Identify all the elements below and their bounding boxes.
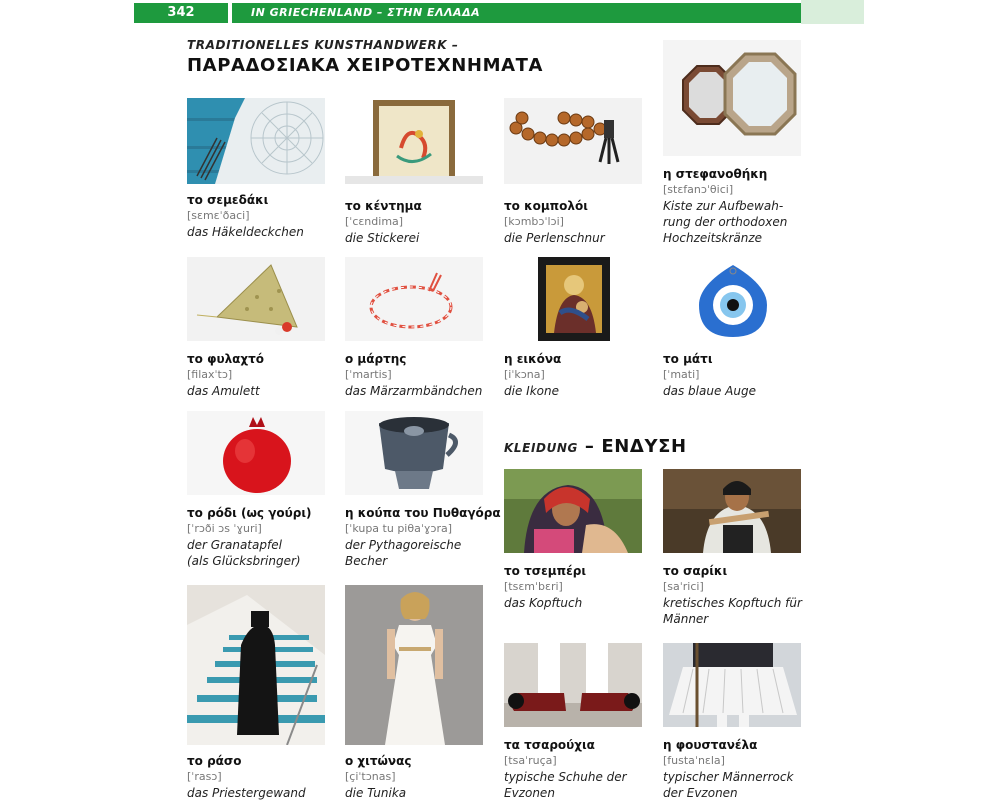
vocab-text xyxy=(345,351,495,399)
german-translation: der Evzonen xyxy=(663,786,738,800)
pronunciation: [ˈcɛndima] xyxy=(345,215,404,228)
pronunciation: [tsɛmˈbɛri] xyxy=(504,580,563,593)
evil-eye-photo xyxy=(663,257,801,341)
pomegranate-photo xyxy=(187,411,325,495)
pronunciation: [ˈmartis] xyxy=(345,368,392,381)
greek-term: το ρόδι (ως γούρι) xyxy=(187,506,312,520)
greek-term: η φουστανέλα xyxy=(663,738,758,752)
worry-beads-photo xyxy=(504,98,642,184)
german-translation: die Tunika xyxy=(345,786,407,800)
pronunciation: [tsaˈruça] xyxy=(504,754,557,767)
pronunciation: [iˈkɔna] xyxy=(504,368,545,381)
section-title-crafts xyxy=(187,37,543,78)
cretan-man-photo xyxy=(663,469,801,553)
headscarf-woman-photo xyxy=(504,469,642,553)
german-translation: der Granatapfel xyxy=(187,538,282,552)
german-translation: die Ikone xyxy=(504,384,559,398)
german-translation: das Amulett xyxy=(187,384,260,398)
greek-term: το σαρίκι xyxy=(663,564,728,578)
header-divider xyxy=(228,3,232,23)
section-title-de: TRADITIONELLES KUNSTHANDWERK – xyxy=(187,38,459,52)
vocab-text xyxy=(504,351,654,399)
german-translation: Kiste zur Aufbewah- xyxy=(663,199,784,213)
pronunciation: [stɛfanɔˈθici] xyxy=(663,183,734,196)
header-tab xyxy=(801,0,864,24)
section-title-de: KLEIDUNG xyxy=(504,441,579,455)
greek-term: τα τσαρούχια xyxy=(504,738,595,752)
fustanella-photo xyxy=(663,643,801,727)
greek-term: η κούπα του Πυθαγόρα xyxy=(345,506,501,520)
pronunciation: [sɛmɛˈðaci] xyxy=(187,209,250,222)
tunic-woman-photo xyxy=(345,585,483,745)
german-translation: die Perlenschnur xyxy=(504,231,605,245)
vocab-text xyxy=(504,563,654,611)
german-translation: Becher xyxy=(345,554,388,568)
pronunciation: [saˈrici] xyxy=(663,580,704,593)
vocab-text xyxy=(345,198,495,246)
vocab-text xyxy=(187,351,337,399)
vocab-text xyxy=(504,198,654,246)
german-translation: das Kopftuch xyxy=(504,596,583,610)
german-translation: typische Schuhe der xyxy=(504,770,627,784)
vocab-text xyxy=(187,753,337,801)
march-bracelet-photo xyxy=(345,257,483,341)
pronunciation: [ˈkupa tu piθaˈɣɔra] xyxy=(345,522,453,535)
greek-term: το κομπολόι xyxy=(504,199,588,213)
german-translation: Männer xyxy=(663,612,709,626)
german-translation: Evzonen xyxy=(504,786,555,800)
pythagorean-cup-photo xyxy=(345,411,483,495)
pronunciation: [ˈrɔði ɔs ˈɣuri] xyxy=(187,522,262,535)
german-translation: der Pythagoreische xyxy=(345,538,462,552)
amulet-photo xyxy=(187,257,325,341)
german-translation: typischer Männerrock xyxy=(663,770,794,784)
evzone-shoes-photo xyxy=(504,643,642,727)
german-translation: das Priestergewand xyxy=(187,786,306,800)
pronunciation: [ˈmati] xyxy=(663,368,700,381)
german-translation: Hochzeitskränze xyxy=(663,231,763,245)
vocab-text xyxy=(663,351,813,399)
vocab-text xyxy=(663,563,813,627)
german-translation: (als Glücksbringer) xyxy=(187,554,301,568)
greek-term: το τσεμπέρι xyxy=(504,564,587,578)
pronunciation: [kɔmbɔˈlɔi] xyxy=(504,215,564,228)
vocab-text xyxy=(345,753,495,801)
octagonal-box-photo xyxy=(663,40,801,156)
greek-term: το κέντημα xyxy=(345,199,422,213)
priest-stairs-photo xyxy=(187,585,325,745)
german-translation: das blaue Auge xyxy=(663,384,756,398)
greek-term: ο μάρτης xyxy=(345,352,407,366)
pronunciation: [filaxˈtɔ] xyxy=(187,368,233,381)
vocab-text xyxy=(187,505,337,569)
greek-term: το σεμεδάκι xyxy=(187,193,269,207)
german-translation: rung der orthodoxen xyxy=(663,215,788,229)
section-title-separator: – xyxy=(578,436,602,457)
pronunciation: [fustaˈnɛla] xyxy=(663,754,725,767)
section-title-gr: ΠΑΡΑΔΟΣΙΑΚΑ ΧΕΙΡΟΤΕΧΝΗΜΑΤΑ xyxy=(187,55,544,76)
section-title-clothing xyxy=(504,434,687,459)
pronunciation: [ˈrasɔ] xyxy=(187,770,222,783)
greek-term: το ράσο xyxy=(187,754,242,768)
lace-doily-photo xyxy=(187,98,325,184)
german-translation: das Häkeldeckchen xyxy=(187,225,304,239)
greek-term: ο χιτώνας xyxy=(345,754,412,768)
pronunciation: [çiˈtɔnas] xyxy=(345,770,396,783)
greek-term: το φυλαχτό xyxy=(187,352,265,366)
german-translation: das Märzarmbändchen xyxy=(345,384,483,398)
greek-term: η στεφανοθήκη xyxy=(663,167,768,181)
vocab-text xyxy=(345,505,501,569)
framed-embroidery-photo xyxy=(345,98,483,184)
vocab-text xyxy=(187,192,337,240)
vocab-text xyxy=(663,737,813,801)
chapter-title: IN GRIECHENLAND – ΣΤΗΝ ΕΛΛΑΔΑ xyxy=(251,6,481,19)
greek-term: το μάτι xyxy=(663,352,713,366)
icon-painting-photo xyxy=(504,257,642,341)
section-title-gr: ΕΝΔΥΣΗ xyxy=(601,436,687,457)
page-number: 342 xyxy=(167,5,195,20)
vocab-text xyxy=(504,737,654,801)
greek-term: η εικόνα xyxy=(504,352,562,366)
vocab-text xyxy=(663,166,813,246)
german-translation: die Stickerei xyxy=(345,231,420,245)
german-translation: kretisches Kopftuch für xyxy=(663,596,802,610)
